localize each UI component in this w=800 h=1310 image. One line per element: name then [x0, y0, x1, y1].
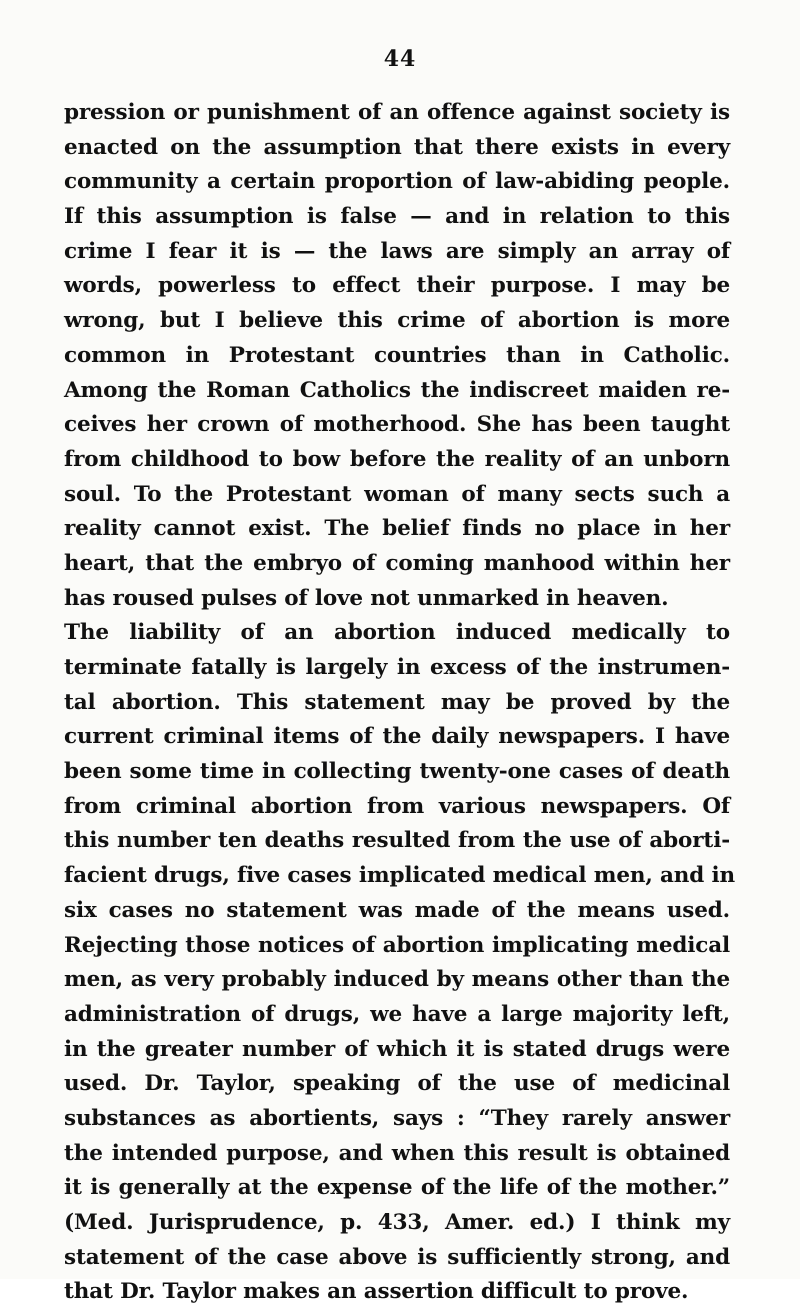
text-line: reality cannot exist. The belief finds no place in her: [64, 516, 730, 542]
text-line: current criminal items of the daily newspapers. I have: [64, 724, 730, 750]
text-line: community a certain proportion of law-abiding people.: [64, 169, 730, 195]
text-line: tal abortion. This statement may be proved by the: [64, 689, 730, 715]
text-line: in the greater number of which it is stated drugs were: [64, 1036, 730, 1062]
text-line: facient drugs, five cases implicated medical men, and in: [64, 863, 735, 889]
text-line: administration of drugs, we have a large majority left,: [64, 1001, 730, 1027]
text-line: The liability of an abortion induced medically to: [64, 620, 730, 646]
text-line: statement of the case above is sufficiently strong, and: [64, 1244, 730, 1270]
text-line: has roused pulses of love not unmarked in heaven.: [64, 585, 669, 611]
text-line: it is generally at the expense of the life of the mother.”: [64, 1175, 730, 1201]
text-line: been some time in collecting twenty-one cases of death: [64, 759, 730, 785]
text-line: from childhood to bow before the reality of an unborn: [64, 446, 730, 472]
text-line: (Med. Jurisprudence, p. 433, Amer. ed.) I think my: [64, 1210, 730, 1235]
text-line: Among the Roman Catholics the indiscreet maiden re-: [64, 377, 730, 403]
text-line: enacted on the assumption that there exists in every: [64, 134, 730, 160]
text-line: that Dr. Taylor makes an assertion difficult to prove.: [64, 1279, 689, 1305]
text-line: soul. To the Protestant woman of many sects such a: [64, 481, 730, 507]
text-line: pression or punishment of an offence against society is: [64, 100, 730, 125]
text-line: words, powerless to effect their purpose. I may be: [64, 273, 730, 299]
text-line: men, as very probably induced by means other than the: [64, 967, 730, 993]
body-text: [64, 96, 735, 1310]
text-line: Rejecting those notices of abortion implicating medical: [64, 932, 730, 958]
text-line: If this assumption is false — and in relation to this: [64, 204, 730, 230]
text-line: the intended purpose, and when this result is obtained: [64, 1140, 730, 1166]
text-line: six cases no statement was made of the means used.: [64, 897, 730, 923]
text-line: used. Dr. Taylor, speaking of the use of medicinal: [64, 1071, 730, 1097]
text-line: substances as abortients, says : “They rarely answer: [64, 1105, 730, 1131]
text-line: from criminal abortion from various newspapers. Of: [64, 793, 730, 819]
text-line: terminate fatally is largely in excess of the instrumen-: [64, 655, 730, 680]
text-line: heart, that the embryo of coming manhood within her: [64, 550, 730, 576]
text-line: wrong, but I believe this crime of abortion is more: [64, 308, 730, 334]
text-line: crime I fear it is — the laws are simply an array of: [64, 238, 730, 264]
text-line: this number ten deaths resulted from the use of aborti-: [64, 828, 730, 854]
text-line: common in Protestant countries than in Catholic.: [64, 342, 730, 368]
page-number: 44: [383, 46, 417, 72]
text-line: ceives her crown of motherhood. She has been taught: [64, 412, 730, 438]
